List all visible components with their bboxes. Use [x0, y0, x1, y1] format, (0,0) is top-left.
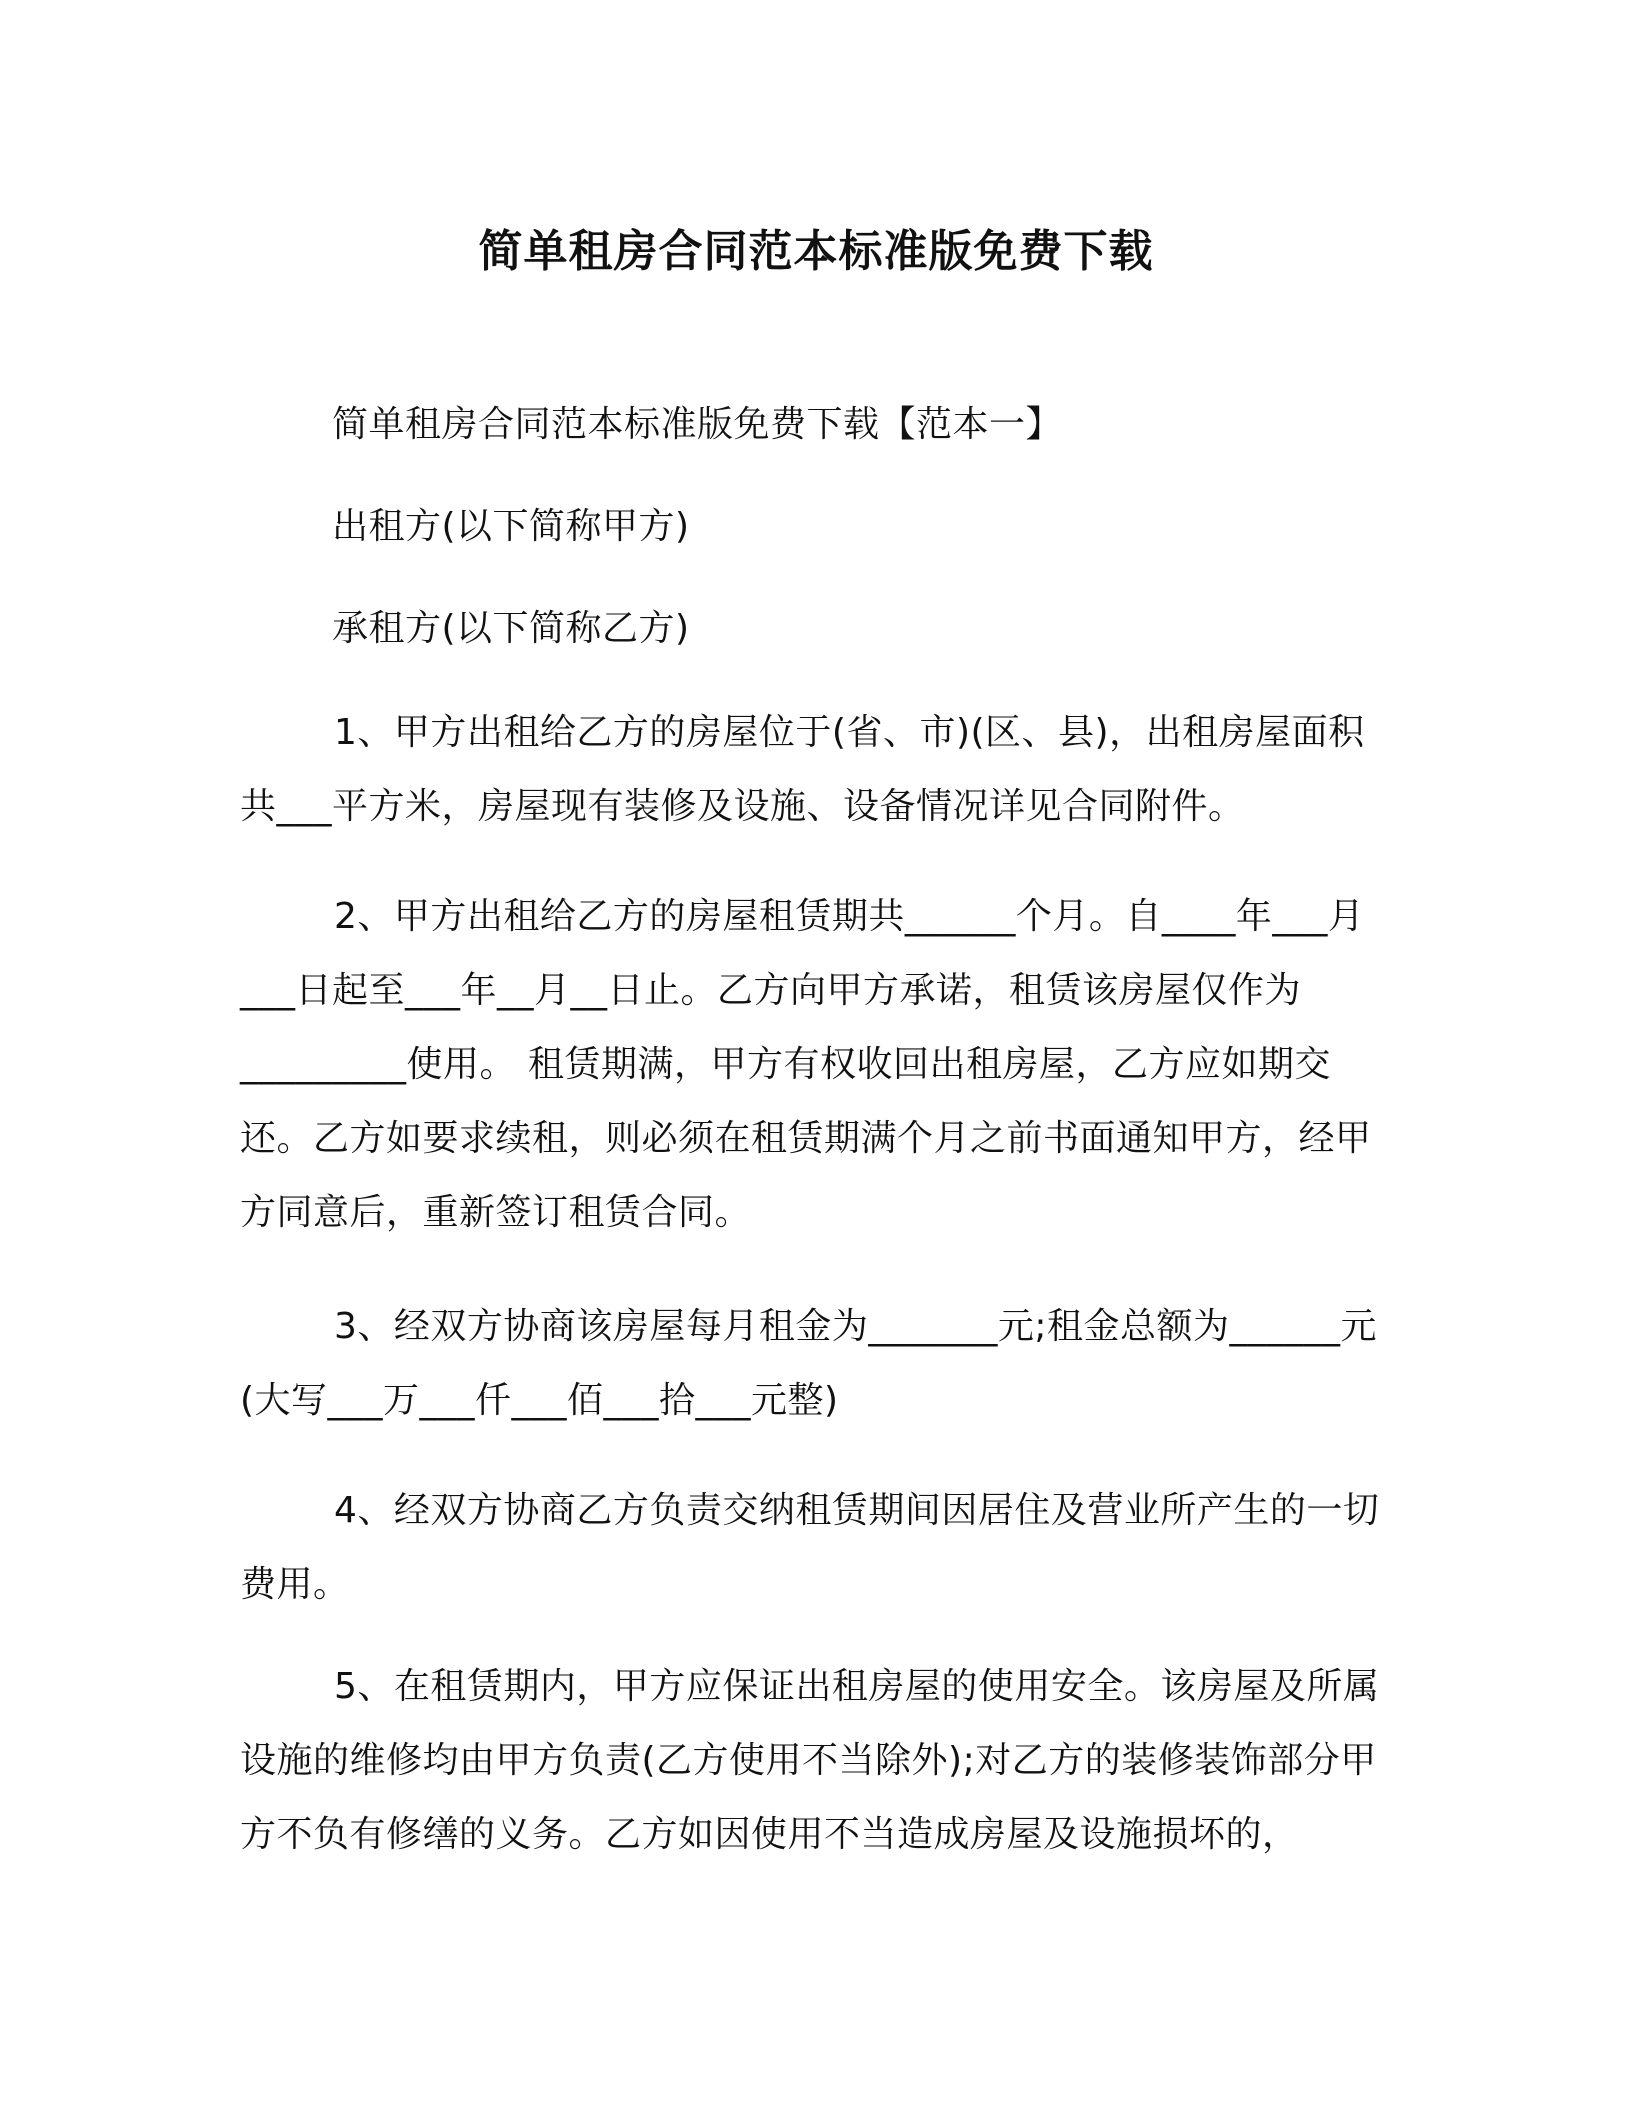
document-subtitle: 简单租房合同范本标准版免费下载【范本一】: [332, 404, 1063, 445]
document-title: 简单租房合同范本标准版免费下载: [478, 226, 1154, 277]
clause-4-text: 4、经双方协商乙方负责交纳租赁期间因居住及营业所产生的一切费用。: [240, 1490, 1380, 1605]
clause-5-text: 5、在租赁期内，甲方应保证出租房屋的使用安全。该房屋及所属设施的维修均由甲方负责(乙方使用不当除外);对乙方的装修装饰部分甲方不负有修缮的义务。乙方如因使用不当造成房屋及设施损坏的，: [240, 1666, 1380, 1855]
clause-2-text: 2、甲方出租给乙方的房屋租赁期共______个月。自____年___月___日起至___年__月__日止。乙方向甲方承诺，租赁该房屋仅作为_________使用。 租赁期满，甲方有权收回出租房屋，乙方应如期交还。乙方如要求续租，则必须在租赁期满个月之前书面通知甲方，经甲方同意后，重新签订租赁合同。: [240, 896, 1372, 1233]
clause-1-text: 1、甲方出租给乙方的房屋位于(省、市)(区、县)，出租房屋面积共___平方米，房屋现有装修及设施、设备情况详见合同附件。: [240, 712, 1365, 827]
clause-2: [240, 880, 1400, 1250]
clause-3-text: 3、经双方协商该房屋每月租金为_______元;租金总额为______元(大写___万___仟___佰___拾___元整): [240, 1306, 1378, 1421]
clause-4: [240, 1474, 1400, 1622]
clause-1: [240, 696, 1400, 844]
clause-5: [240, 1650, 1400, 1872]
lessee-line: 承租方(以下简称乙方): [332, 608, 690, 649]
clause-3: [240, 1290, 1400, 1438]
lessor-line: 出租方(以下简称甲方): [332, 506, 690, 547]
